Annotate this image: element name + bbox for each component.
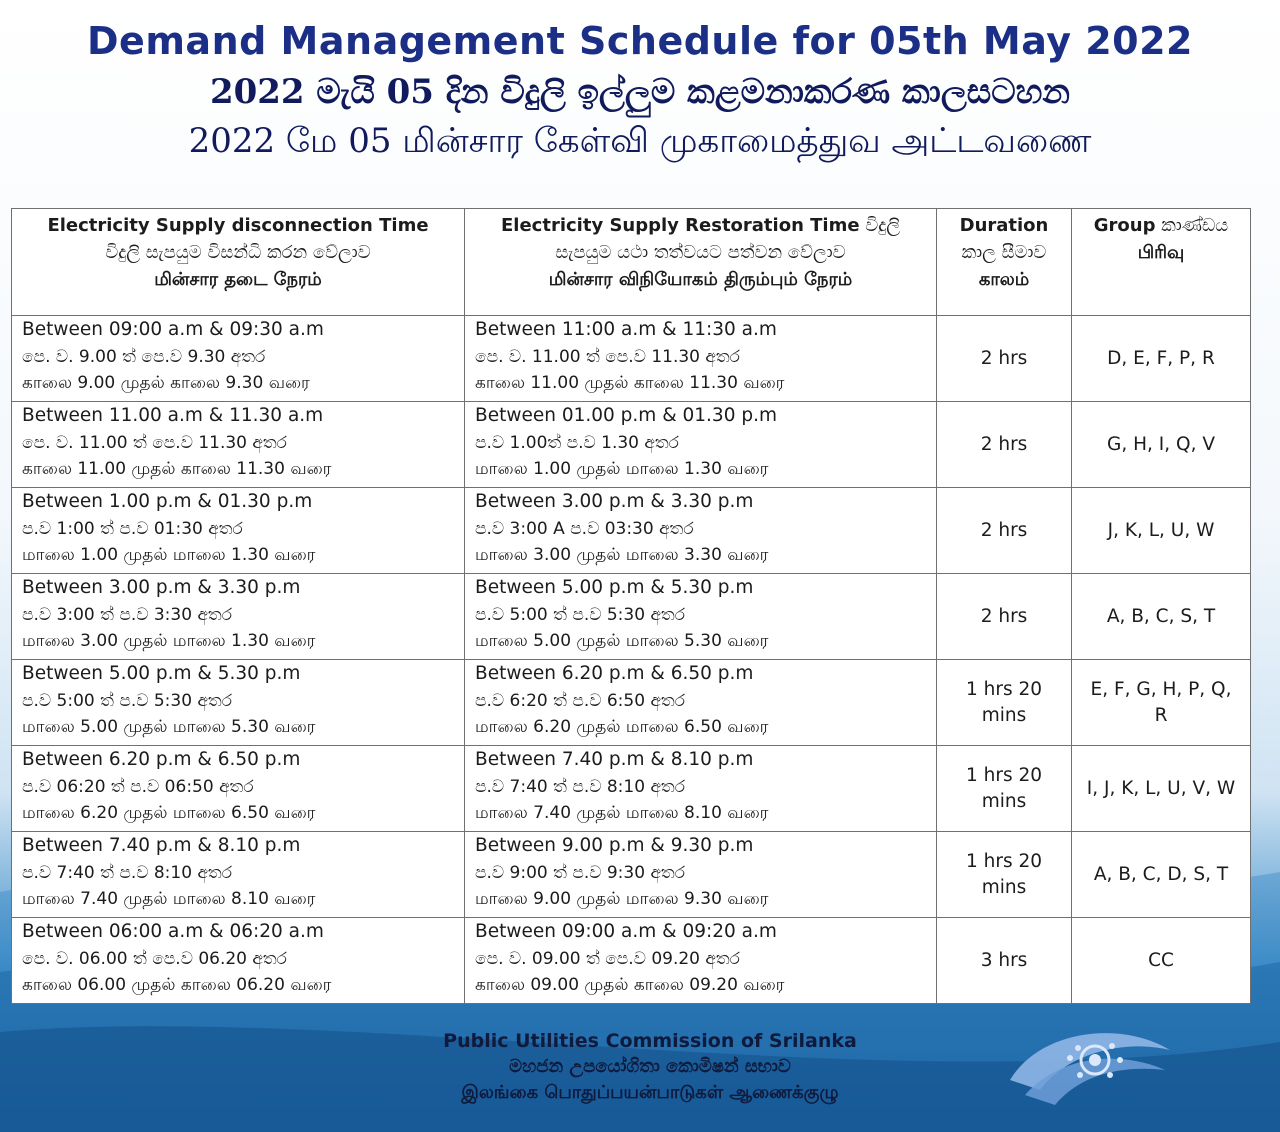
- disconnect-time-line: ප.ව 5:00 ත් ප.ව 5:30 අතර: [22, 690, 232, 711]
- title-sinhala: 2022 මැයි 05 දින විදුලි ඉල්ලුම කළමනාකරණ කාලසටහන: [209, 72, 1071, 112]
- disconnect-time-cell: [12, 746, 465, 832]
- disconnect-time-line: காலை 06.00 முதல் காலை 06.20 வரை: [22, 975, 332, 995]
- duration-cell: 1 hrs 20 mins: [937, 832, 1072, 918]
- table-header-row: [12, 209, 1251, 316]
- restore-time-cell: [465, 918, 937, 1004]
- table-row: [12, 316, 1251, 402]
- table-row: [12, 660, 1251, 746]
- disconnect-time-line: மாலை 5.00 முதல் மாலை 5.30 வரை: [22, 717, 316, 737]
- restore-time-cell: [465, 660, 937, 746]
- disconnect-time-line: Between 7.40 p.m & 8.10 p.m: [22, 835, 301, 856]
- header-group: Group කාණ්ඩය பிரிவு: [1072, 209, 1251, 316]
- disconnect-time-line: மாலை 7.40 முதல் மாலை 8.10 வரை: [22, 889, 316, 909]
- disconnect-time-line: ප.ව 1:00 ත් ප.ව 01:30 අතර: [22, 518, 243, 539]
- disconnect-time-cell: [12, 918, 465, 1004]
- title-tamil: 2022 மே 05 மின்சார கேள்வி முகாமைத்துவ அட்டவணை: [188, 121, 1092, 161]
- duration-cell: 1 hrs 20 mins: [937, 746, 1072, 832]
- restore-time-line: Between 11:00 a.m & 11:30 a.m: [475, 319, 777, 340]
- restore-time-line: පෙ. ව. 11.00 ත් පෙ.ව 11.30 අතර: [475, 346, 740, 367]
- restore-time-line: மாலை 9.00 முதல் மாலை 9.30 வரை: [475, 889, 769, 909]
- restore-time-line: පෙ. ව. 09.00 ත් පෙ.ව 09.20 අතර: [475, 948, 740, 969]
- restore-time-line: Between 7.40 p.m & 8.10 p.m: [475, 749, 754, 770]
- schedule-table: [11, 208, 1251, 1004]
- disconnect-time-line: காலை 9.00 முதல் காலை 9.30 வரை: [22, 373, 310, 393]
- title-english: Demand Management Schedule for 05th May 2022: [87, 19, 1193, 63]
- footer-sinhala: මහජන උපයෝගිතා කොමිෂන් සභාව: [509, 1056, 791, 1077]
- table-row: [12, 574, 1251, 660]
- restore-time-cell: [465, 316, 937, 402]
- restore-time-cell: [465, 574, 937, 660]
- disconnect-time-line: Between 11.00 a.m & 11.30 a.m: [22, 405, 324, 426]
- group-cell: G, H, I, Q, V: [1072, 402, 1251, 488]
- disconnect-time-line: மாலை 1.00 முதல் மாலை 1.30 வரை: [22, 545, 316, 565]
- disconnect-time-line: ප.ව 06:20 ත් ප.ව 06:50 අතර: [22, 776, 254, 797]
- restore-time-cell: [465, 402, 937, 488]
- disconnect-time-line: Between 5.00 p.m & 5.30 p.m: [22, 663, 301, 684]
- duration-cell: 2 hrs: [937, 574, 1072, 660]
- restore-time-line: மாலை 3.00 முதல் மாலை 3.30 வரை: [475, 545, 769, 565]
- restore-time-line: ප.ව 9:00 ත් ප.ව 9:30 අතර: [475, 862, 685, 883]
- disconnect-time-line: Between 06:00 a.m & 06:20 a.m: [22, 921, 324, 942]
- disconnect-time-line: Between 6.20 p.m & 6.50 p.m: [22, 749, 301, 770]
- restore-time-line: ප.ව 3:00 A ප.ව 03:30 අතර: [475, 518, 694, 539]
- duration-cell: 2 hrs: [937, 402, 1072, 488]
- disconnect-time-cell: [12, 402, 465, 488]
- restore-time-line: மாலை 7.40 முதல் மாலை 8.10 வரை: [475, 803, 769, 823]
- restore-time-line: Between 09:00 a.m & 09:20 a.m: [475, 921, 777, 942]
- restore-time-line: Between 9.00 p.m & 9.30 p.m: [475, 835, 754, 856]
- restore-time-line: ප.ව 1.00ත් ප.ව 1.30 අතර: [475, 432, 679, 453]
- disconnect-time-cell: [12, 660, 465, 746]
- group-cell: A, B, C, D, S, T: [1072, 832, 1251, 918]
- footer-tamil: இலங்கை பொதுப்பயன்பாடுகள் ஆணைக்குழு: [461, 1082, 839, 1103]
- restore-time-line: Between 6.20 p.m & 6.50 p.m: [475, 663, 754, 684]
- restore-time-line: Between 3.00 p.m & 3.30 p.m: [475, 491, 754, 512]
- table-row: [12, 832, 1251, 918]
- disconnect-time-cell: [12, 488, 465, 574]
- disconnect-time-line: மாலை 6.20 முதல் மாலை 6.50 வரை: [22, 803, 316, 823]
- table-row: [12, 488, 1251, 574]
- restore-time-line: காலை 11.00 முதல் காலை 11.30 வரை: [475, 373, 785, 393]
- puc-logo-icon: [1000, 1020, 1180, 1110]
- group-cell: I, J, K, L, U, V, W: [1072, 746, 1251, 832]
- restore-time-cell: [465, 488, 937, 574]
- group-cell: J, K, L, U, W: [1072, 488, 1251, 574]
- restore-time-line: ප.ව 7:40 ත් ප.ව 8:10 අතර: [475, 776, 685, 797]
- disconnect-time-line: ප.ව 7:40 ත් ප.ව 8:10 අතර: [22, 862, 232, 883]
- restore-time-line: மாலை 6.20 முதல் மாலை 6.50 வரை: [475, 717, 769, 737]
- disconnect-time-line: Between 1.00 p.m & 01.30 p.m: [22, 491, 313, 512]
- duration-cell: 2 hrs: [937, 316, 1072, 402]
- duration-cell: 1 hrs 20 mins: [937, 660, 1072, 746]
- header-disconnect: Electricity Supply disconnection Time විදුලි සැපයුම විසන්ධි කරන වේලාව மின்சார தடை நேரம்: [12, 209, 465, 316]
- disconnect-time-line: පෙ. ව. 11.00 ත් පෙ.ව 11.30 අතර: [22, 432, 287, 453]
- restore-time-cell: [465, 832, 937, 918]
- disconnect-time-line: ප.ව 3:00 ත් ප.ව 3:30 අතර: [22, 604, 232, 625]
- disconnect-time-cell: [12, 574, 465, 660]
- restore-time-line: காலை 09.00 முதல் காலை 09.20 வரை: [475, 975, 785, 995]
- group-cell: CC: [1072, 918, 1251, 1004]
- group-cell: A, B, C, S, T: [1072, 574, 1251, 660]
- disconnect-time-line: Between 09:00 a.m & 09:30 a.m: [22, 319, 324, 340]
- disconnect-time-cell: [12, 832, 465, 918]
- title-block: [0, 14, 1280, 166]
- restore-time-line: Between 5.00 p.m & 5.30 p.m: [475, 577, 754, 598]
- disconnect-time-line: மாலை 3.00 முதல் மாலை 1.30 வரை: [22, 631, 316, 651]
- footer-english: Public Utilities Commission of Srilanka: [443, 1030, 857, 1052]
- header-duration: Duration කාල සීමාව காலம்: [937, 209, 1072, 316]
- header-restore: Electricity Supply Restoration Time විදුලි සැපයුම යථා තත්වයට පත්වන වේලාව மின்சார விநியோகம் திரும்பும் நேரம்: [465, 209, 937, 316]
- restore-time-line: Between 01.00 p.m & 01.30 p.m: [475, 405, 777, 426]
- table-row: [12, 746, 1251, 832]
- duration-cell: 3 hrs: [937, 918, 1072, 1004]
- restore-time-line: ප.ව 6:20 ත් ප.ව 6:50 අතර: [475, 690, 685, 711]
- disconnect-time-line: පෙ. ව. 9.00 ත් පෙ.ව 9.30 අතර: [22, 346, 266, 367]
- duration-cell: 2 hrs: [937, 488, 1072, 574]
- disconnect-time-line: காலை 11.00 முதல் காலை 11.30 வரை: [22, 459, 332, 479]
- disconnect-time-cell: [12, 316, 465, 402]
- disconnect-time-line: පෙ. ව. 06.00 ත් පෙ.ව 06.20 අතර: [22, 948, 287, 969]
- group-cell: E, F, G, H, P, Q, R: [1072, 660, 1251, 746]
- table-row: [12, 918, 1251, 1004]
- restore-time-cell: [465, 746, 937, 832]
- table-row: [12, 402, 1251, 488]
- disconnect-time-line: Between 3.00 p.m & 3.30 p.m: [22, 577, 301, 598]
- restore-time-line: மாலை 5.00 முதல் மாலை 5.30 வரை: [475, 631, 769, 651]
- restore-time-line: ප.ව 5:00 ත් ප.ව 5:30 අතර: [475, 604, 685, 625]
- footer: [380, 1028, 920, 1106]
- group-cell: D, E, F, P, R: [1072, 316, 1251, 402]
- restore-time-line: மாலை 1.00 முதல் மாலை 1.30 வரை: [475, 459, 769, 479]
